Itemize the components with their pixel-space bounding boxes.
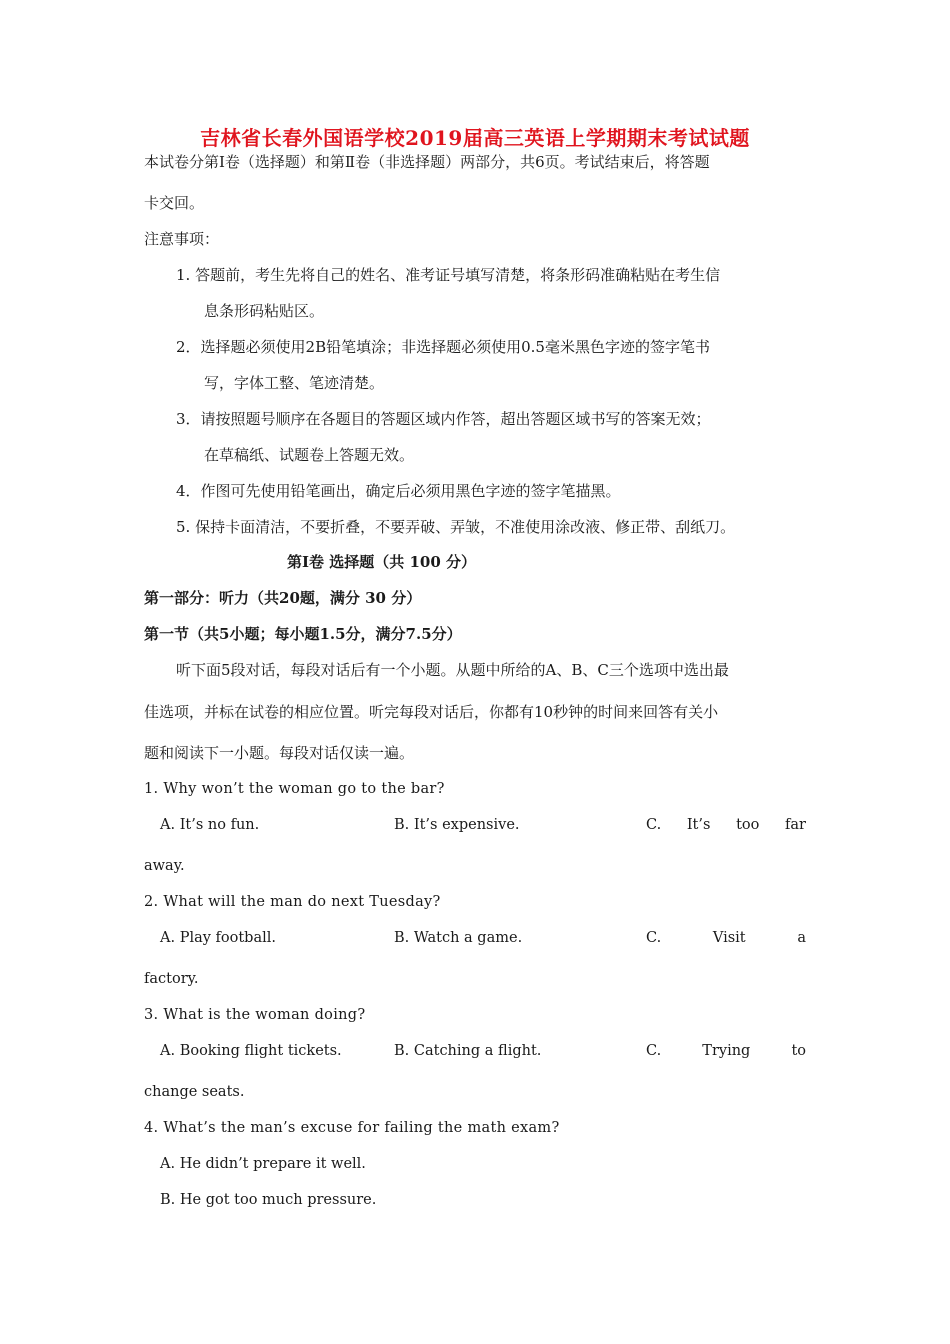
question-2-option-a: A. Play football. xyxy=(160,930,276,946)
question-2-option-b: B. Watch a game. xyxy=(394,930,523,946)
option-c-word: It’s xyxy=(686,817,711,833)
question-1-option-c xyxy=(646,815,806,835)
instructions-line-2: 佳选项，并标在试卷的相应位置。听完每段对话后，你都有10秒钟的时间来回答有关小 xyxy=(144,703,719,721)
notice-item-2: 2．选择题必须使用2B铅笔填涂；非选择题必须使用0.5毫米黑色字迹的签字笔书 xyxy=(176,338,710,356)
question-3-option-c-cont: change seats. xyxy=(144,1084,245,1100)
notice-item-1-cont: 息条形码粘贴区。 xyxy=(204,302,325,320)
notice-heading: 注意事项： xyxy=(144,230,220,248)
question-4: 4. What’s the man’s excuse for failing the math exam? xyxy=(144,1120,560,1136)
instructions-line-1: 听下面5段对话，每段对话后有一个小题。从题中所给的A、B、C三个选项中选出最 xyxy=(176,661,729,679)
subsection1-title: 第一节（共5小题；每小题1.5分，满分7.5分） xyxy=(144,625,462,643)
intro-line-2: 卡交回。 xyxy=(144,194,205,212)
option-c-word: Visit xyxy=(712,930,746,946)
option-c-word: C. xyxy=(646,817,662,833)
question-2: 2. What will the man do next Tuesday? xyxy=(144,894,441,910)
part1-title: 第Ⅰ卷 选择题（共 100 分） xyxy=(287,553,476,571)
intro-line-1: 本试卷分第Ⅰ卷（选择题）和第Ⅱ卷（非选择题）两部分，共6页。考试结束后，将答题 xyxy=(144,153,710,171)
question-3-option-c xyxy=(646,1041,806,1061)
question-1-option-b: B. It’s expensive. xyxy=(394,817,520,833)
option-c-word: too xyxy=(736,817,760,833)
notice-item-3: 3．请按照题号顺序在各题目的答题区域内作答，超出答题区域书写的答案无效； xyxy=(176,410,711,428)
page-title: 吉林省长春外国语学校2019届高三英语上学期期末考试试题 xyxy=(200,126,750,150)
question-1: 1. Why won’t the woman go to the bar? xyxy=(144,781,445,797)
notice-item-5: 5. 保持卡面清洁，不要折叠，不要弄破、弄皱，不准使用涂改液、修正带、刮纸刀。 xyxy=(176,518,736,536)
question-4-option-a: A. He didn’t prepare it well. xyxy=(160,1156,366,1172)
notice-item-4: 4．作图可先使用铅笔画出，确定后必须用黑色字迹的签字笔描黑。 xyxy=(176,482,621,500)
instructions-line-3: 题和阅读下一小题。每段对话仅读一遍。 xyxy=(144,744,415,762)
question-2-option-c-cont: factory. xyxy=(144,971,199,987)
question-1-option-c-cont: away. xyxy=(144,858,185,874)
option-c-word: C. xyxy=(646,1043,662,1059)
option-c-word: to xyxy=(791,1043,806,1059)
option-c-word: far xyxy=(785,817,806,833)
option-c-word: a xyxy=(797,930,806,946)
question-3-option-a: A. Booking flight tickets. xyxy=(160,1043,342,1059)
question-3: 3. What is the woman doing? xyxy=(144,1007,366,1023)
section1-title: 第一部分：听力（共20题，满分 30 分） xyxy=(144,589,422,607)
option-c-word: Trying xyxy=(702,1043,751,1059)
notice-item-1: 1. 答题前，考生先将自己的姓名、准考证号填写清楚，将条形码准确粘贴在考生信 xyxy=(176,266,721,284)
question-1-option-a: A. It’s no fun. xyxy=(160,817,260,833)
notice-item-3-cont: 在草稿纸、试题卷上答题无效。 xyxy=(204,446,415,464)
question-2-option-c xyxy=(646,928,806,948)
question-3-option-b: B. Catching a flight. xyxy=(394,1043,542,1059)
notice-item-2-cont: 写，字体工整、笔迹清楚。 xyxy=(204,374,385,392)
option-c-word: C. xyxy=(646,930,662,946)
question-4-option-b: B. He got too much pressure. xyxy=(160,1192,377,1208)
